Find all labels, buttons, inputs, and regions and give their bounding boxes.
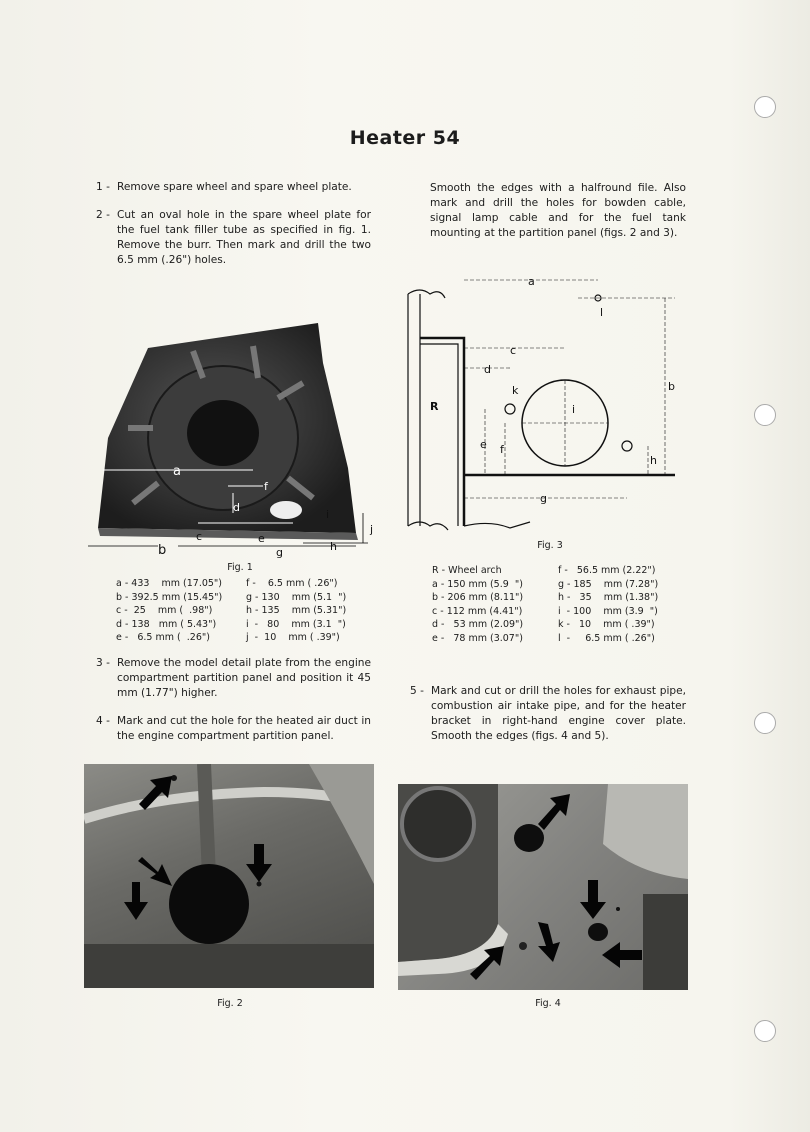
- fig4-photo-detail: [398, 784, 688, 990]
- wheel-arch-top: [408, 290, 445, 298]
- floor: [84, 944, 374, 988]
- intro-paragraph: Smooth the edges with a halfround file. Also mark and drill the holes for bowden cable, signal lamp cable and for the fuel tank mounting at the partition panel (figs. 2 and 3).: [430, 182, 686, 239]
- fig2-caption: Fig. 2: [217, 998, 243, 1009]
- air-duct-hole: [169, 864, 249, 944]
- fig1-label: g: [276, 546, 283, 559]
- cover-surface: [603, 784, 688, 879]
- fig1-label: f: [264, 480, 268, 493]
- step-text: Cut an oval hole in the spare wheel plate for the fuel tank filler tube as specified in fig. 1. Remove the burr. Then mark and drill the two 6.5 mm (.26") holes.: [117, 209, 371, 266]
- fig1-label: a: [173, 464, 181, 479]
- filler-tube-hole: [270, 501, 302, 519]
- fig1-label: c: [196, 530, 203, 543]
- floor-break: [464, 522, 530, 528]
- binder-hole: [754, 96, 776, 118]
- fig1-label: j: [370, 523, 374, 536]
- fig3-label: g: [540, 492, 547, 505]
- fig1-label: e: [258, 532, 265, 545]
- step-text: Mark and cut or drill the holes for exhaust pipe, combustion air intake pipe, and for the heater bracket in right-hand engine cover plate. Smooth the edges (figs. 4 and 5).: [431, 685, 686, 742]
- dim-row: f - 56.5 mm (2.22"): [558, 565, 656, 576]
- fig3-label: l: [600, 306, 604, 319]
- step-text: Mark and cut the hole for the heated air duct in the engine compartment partition panel.: [117, 715, 371, 742]
- fig3-label: h: [650, 454, 657, 467]
- dim-row: d - 138 mm ( 5.43"): [116, 618, 217, 630]
- dim-row: a - 150 mm (5.9 "): [432, 578, 523, 590]
- dim-row: i - 80 mm (3.1 "): [246, 618, 346, 630]
- fig3-label: e: [480, 438, 487, 451]
- step-number: 5 -: [410, 685, 424, 697]
- step-2: [96, 208, 371, 268]
- dim-row: k - 10 mm ( .39"): [558, 619, 655, 631]
- binder-hole: [754, 404, 776, 426]
- dim-row: a - 433 mm (17.05"): [116, 578, 223, 589]
- dim-row: f - 6.5 mm ( .26"): [246, 578, 338, 589]
- fig3-label: R: [430, 400, 439, 413]
- steps-1-2: [96, 180, 371, 281]
- step-5: [410, 684, 686, 757]
- dim-row: e - 6.5 mm ( .26"): [116, 632, 210, 644]
- cover: [309, 764, 374, 884]
- binder-hole: [754, 1020, 776, 1042]
- dim-row: g - 185 mm (7.28"): [558, 578, 659, 590]
- step-text: Remove spare wheel and spare wheel plate.: [117, 181, 352, 193]
- fig1-label: d: [233, 501, 240, 514]
- dim-row: i - 100 mm (3.9 "): [558, 605, 658, 617]
- dim-row: b - 206 mm (8.11"): [432, 592, 524, 604]
- fig2-photo: [84, 764, 374, 988]
- center-recess: [187, 400, 259, 466]
- arrow-icon: [538, 922, 560, 962]
- arrow-icon: [138, 857, 172, 886]
- fig3-label: c: [510, 344, 517, 357]
- step-1: [96, 180, 371, 195]
- fig1-label: h: [330, 540, 337, 553]
- blower: [402, 788, 474, 860]
- step-4: [96, 714, 371, 744]
- dim-row: h - 135 mm (5.31"): [246, 605, 347, 617]
- fig3-label: k: [512, 384, 519, 397]
- step-3: [96, 656, 371, 701]
- dim-row: c - 25 mm ( .98"): [116, 605, 213, 617]
- step-number: 1 -: [96, 181, 110, 193]
- fig3-caption: Fig. 3: [537, 540, 563, 551]
- dim-row: l - 6.5 mm ( .26"): [558, 632, 655, 644]
- exhaust-pipe-hole: [514, 824, 544, 852]
- fig1-dims-right: [246, 577, 346, 645]
- partition-panel: [420, 338, 464, 526]
- drilled-hole: [257, 882, 262, 887]
- arrow-icon: [246, 844, 272, 882]
- dim-row: j - 10 mm ( .39"): [246, 632, 340, 644]
- dim-row: h - 35 mm (1.38"): [558, 592, 659, 604]
- wheel-arch-bottom: [408, 522, 448, 530]
- fig3-label: i: [572, 403, 576, 416]
- bowden-cable-hole: [505, 404, 515, 414]
- fig3-label: d: [484, 363, 491, 376]
- dim-row: R - Wheel arch: [432, 565, 502, 576]
- dim-row: d - 53 mm (2.09"): [432, 619, 524, 631]
- step-number: 4 -: [96, 715, 110, 727]
- fig1-label: b: [158, 543, 167, 558]
- arrow-icon: [538, 794, 570, 830]
- step-text: Remove the model detail plate from the engine compartment partition panel and position it 45 mm (1.77") higher.: [117, 657, 371, 699]
- fig3-label: a: [528, 275, 535, 288]
- binder-hole: [754, 712, 776, 734]
- drilled-hole: [171, 775, 177, 781]
- fig3-dims-right: [558, 564, 658, 646]
- dim-row: c - 112 mm (4.41"): [432, 605, 523, 617]
- step-number: 3 -: [96, 657, 110, 669]
- drilled-hole: [616, 907, 620, 911]
- bracket-hole: [519, 942, 527, 950]
- fig4-caption: Fig. 4: [535, 998, 561, 1009]
- arrow-icon: [602, 942, 642, 968]
- dim-row: g - 130 mm (5.1 "): [246, 591, 347, 603]
- fig2-photo-detail: [84, 764, 374, 988]
- fig1-label: i: [326, 508, 330, 521]
- dim-row: b - 392.5 mm (15.45"): [116, 591, 223, 603]
- intake-pipe-hole: [588, 923, 608, 941]
- steps-3-4: [96, 656, 371, 757]
- grille: [643, 894, 688, 990]
- fig1-illustration: [88, 318, 388, 568]
- page-title: Heater 54: [349, 127, 461, 149]
- partition-panel-inner: [420, 344, 458, 526]
- fig4-photo: [398, 784, 688, 990]
- fig3-label: b: [668, 380, 675, 393]
- fig3-diagram: [400, 268, 690, 538]
- fig1-dims-left: [116, 577, 222, 645]
- arrow-icon: [580, 880, 606, 919]
- fig3-label: f: [500, 443, 504, 456]
- signal-cable-hole: [622, 441, 632, 451]
- dim-row: e - 78 mm (3.07"): [432, 632, 523, 644]
- fig3-dims-left: [432, 564, 523, 646]
- step-number: 2 -: [96, 209, 110, 221]
- arrow-icon: [124, 882, 148, 920]
- fig1-caption: Fig. 1: [227, 562, 253, 573]
